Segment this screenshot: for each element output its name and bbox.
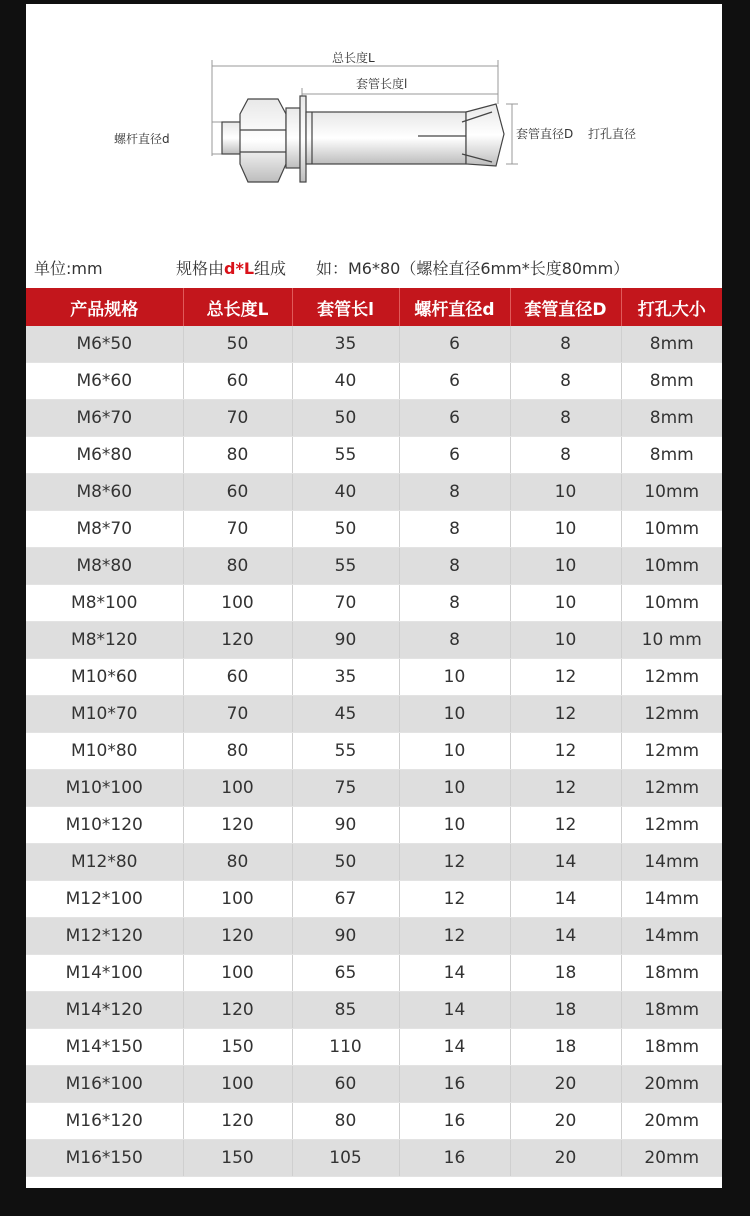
cell-bolt-diameter: 10 <box>399 733 510 770</box>
table-row <box>26 770 722 807</box>
cell-spec: M8*70 <box>26 511 183 548</box>
cell-hole-size: 8mm <box>621 437 722 474</box>
cell-sleeve-diameter: 14 <box>510 918 621 955</box>
cell-hole-size: 10mm <box>621 511 722 548</box>
cell-hole-size: 10mm <box>621 585 722 622</box>
cell-sleeve-diameter: 10 <box>510 585 621 622</box>
cell-hole-size: 8mm <box>621 363 722 400</box>
cell-sleeve-length: 50 <box>292 511 399 548</box>
anchor-bolt-diagram <box>26 4 722 250</box>
cell-total-length: 60 <box>183 659 292 696</box>
table-row <box>26 918 722 955</box>
unit-label: 单位:mm <box>34 259 103 278</box>
cell-total-length: 60 <box>183 363 292 400</box>
cell-sleeve-length: 40 <box>292 474 399 511</box>
cell-sleeve-diameter: 8 <box>510 363 621 400</box>
cell-spec: M16*100 <box>26 1066 183 1103</box>
total-length-label: 总长度L <box>332 51 375 65</box>
cell-total-length: 100 <box>183 585 292 622</box>
cell-spec: M10*100 <box>26 770 183 807</box>
cell-bolt-diameter: 14 <box>399 955 510 992</box>
cell-hole-size: 20mm <box>621 1103 722 1140</box>
cell-spec: M12*120 <box>26 918 183 955</box>
cell-bolt-diameter: 14 <box>399 992 510 1029</box>
cell-bolt-diameter: 8 <box>399 585 510 622</box>
cell-sleeve-diameter: 12 <box>510 659 621 696</box>
cell-sleeve-length: 67 <box>292 881 399 918</box>
cell-spec: M14*100 <box>26 955 183 992</box>
cell-hole-size: 8mm <box>621 326 722 363</box>
header-total-length: 总长度L <box>183 288 292 326</box>
cell-spec: M16*120 <box>26 1103 183 1140</box>
cell-bolt-diameter: 8 <box>399 474 510 511</box>
cell-hole-size: 14mm <box>621 918 722 955</box>
cell-spec: M10*70 <box>26 696 183 733</box>
cell-bolt-diameter: 16 <box>399 1103 510 1140</box>
cell-spec: M6*60 <box>26 363 183 400</box>
cell-spec: M8*80 <box>26 548 183 585</box>
cell-total-length: 100 <box>183 881 292 918</box>
cell-bolt-diameter: 6 <box>399 400 510 437</box>
cell-spec: M16*150 <box>26 1140 183 1177</box>
cell-sleeve-diameter: 12 <box>510 696 621 733</box>
cell-sleeve-diameter: 20 <box>510 1066 621 1103</box>
cell-spec: M8*120 <box>26 622 183 659</box>
cell-total-length: 60 <box>183 474 292 511</box>
table-row <box>26 1029 722 1066</box>
cell-spec: M12*80 <box>26 844 183 881</box>
table-row <box>26 955 722 992</box>
cell-hole-size: 12mm <box>621 770 722 807</box>
cell-hole-size: 10mm <box>621 474 722 511</box>
spec-format-note <box>176 252 286 286</box>
cell-bolt-diameter: 8 <box>399 548 510 585</box>
table-header-row <box>26 288 722 326</box>
cell-hole-size: 10mm <box>621 548 722 585</box>
header-bolt-diameter: 螺杆直径d <box>399 288 510 326</box>
table-row <box>26 585 722 622</box>
cell-sleeve-diameter: 18 <box>510 992 621 1029</box>
cell-bolt-diameter: 16 <box>399 1066 510 1103</box>
cell-sleeve-length: 60 <box>292 1066 399 1103</box>
cell-sleeve-diameter: 18 <box>510 955 621 992</box>
cell-sleeve-length: 110 <box>292 1029 399 1066</box>
cell-hole-size: 12mm <box>621 659 722 696</box>
cell-bolt-diameter: 16 <box>399 1140 510 1177</box>
cell-sleeve-length: 50 <box>292 844 399 881</box>
table-row <box>26 659 722 696</box>
cell-hole-size: 20mm <box>621 1140 722 1177</box>
spec-example: 如：M6*80（螺栓直径6mm*长度80mm） <box>316 259 630 278</box>
cell-sleeve-length: 40 <box>292 363 399 400</box>
cell-total-length: 100 <box>183 955 292 992</box>
table-row <box>26 363 722 400</box>
cell-bolt-diameter: 10 <box>399 696 510 733</box>
cell-hole-size: 14mm <box>621 881 722 918</box>
cell-bolt-diameter: 6 <box>399 437 510 474</box>
table-row <box>26 1066 722 1103</box>
cell-hole-size: 12mm <box>621 696 722 733</box>
cell-total-length: 70 <box>183 400 292 437</box>
cell-sleeve-diameter: 10 <box>510 622 621 659</box>
cell-sleeve-diameter: 10 <box>510 474 621 511</box>
sleeve-length-label: 套管长度l <box>356 77 408 91</box>
cell-bolt-diameter: 8 <box>399 511 510 548</box>
cell-total-length: 70 <box>183 696 292 733</box>
cell-bolt-diameter: 10 <box>399 659 510 696</box>
cell-bolt-diameter: 6 <box>399 363 510 400</box>
cell-sleeve-length: 105 <box>292 1140 399 1177</box>
cell-total-length: 120 <box>183 918 292 955</box>
spec-highlight: d*L <box>224 259 255 278</box>
cell-hole-size: 18mm <box>621 1029 722 1066</box>
table-body <box>26 326 722 1177</box>
header-hole-size: 打孔大小 <box>621 288 722 326</box>
cell-total-length: 100 <box>183 770 292 807</box>
cell-sleeve-diameter: 18 <box>510 1029 621 1066</box>
cell-spec: M12*100 <box>26 881 183 918</box>
cell-total-length: 80 <box>183 437 292 474</box>
cell-sleeve-length: 90 <box>292 807 399 844</box>
cell-bolt-diameter: 8 <box>399 622 510 659</box>
table-row <box>26 992 722 1029</box>
cell-hole-size: 14mm <box>621 844 722 881</box>
cell-bolt-diameter: 6 <box>399 326 510 363</box>
cell-sleeve-length: 55 <box>292 733 399 770</box>
cell-sleeve-diameter: 10 <box>510 548 621 585</box>
cell-hole-size: 18mm <box>621 955 722 992</box>
header-sleeve-length: 套管长l <box>292 288 399 326</box>
hole-diameter-label: 打孔直径 <box>588 127 637 141</box>
table-row <box>26 511 722 548</box>
cell-bolt-diameter: 10 <box>399 807 510 844</box>
table-row <box>26 326 722 363</box>
cell-total-length: 120 <box>183 1103 292 1140</box>
table-row <box>26 807 722 844</box>
cell-spec: M6*50 <box>26 326 183 363</box>
cell-sleeve-length: 45 <box>292 696 399 733</box>
cell-spec: M14*150 <box>26 1029 183 1066</box>
spec-prefix: 规格由 <box>176 259 225 278</box>
table-row <box>26 733 722 770</box>
spec-sheet <box>26 4 722 1188</box>
cell-sleeve-diameter: 10 <box>510 511 621 548</box>
cell-sleeve-diameter: 20 <box>510 1103 621 1140</box>
table-row <box>26 474 722 511</box>
cell-total-length: 80 <box>183 548 292 585</box>
cell-bolt-diameter: 10 <box>399 770 510 807</box>
cell-sleeve-diameter: 8 <box>510 437 621 474</box>
cell-total-length: 120 <box>183 992 292 1029</box>
cell-total-length: 120 <box>183 622 292 659</box>
table-row <box>26 696 722 733</box>
cell-total-length: 100 <box>183 1066 292 1103</box>
cell-sleeve-length: 65 <box>292 955 399 992</box>
cell-hole-size: 8mm <box>621 400 722 437</box>
table-row <box>26 437 722 474</box>
cell-spec: M14*120 <box>26 992 183 1029</box>
cell-sleeve-length: 90 <box>292 622 399 659</box>
cell-sleeve-length: 85 <box>292 992 399 1029</box>
cell-sleeve-diameter: 12 <box>510 807 621 844</box>
cell-total-length: 80 <box>183 844 292 881</box>
cell-sleeve-length: 50 <box>292 400 399 437</box>
cell-sleeve-length: 55 <box>292 548 399 585</box>
cell-sleeve-diameter: 12 <box>510 733 621 770</box>
cell-sleeve-length: 70 <box>292 585 399 622</box>
cell-hole-size: 12mm <box>621 733 722 770</box>
table-row <box>26 1103 722 1140</box>
cell-sleeve-diameter: 8 <box>510 400 621 437</box>
sleeve-diameter-label: 套管直径D <box>516 127 574 141</box>
cell-spec: M8*100 <box>26 585 183 622</box>
cell-bolt-diameter: 12 <box>399 881 510 918</box>
header-spec: 产品规格 <box>26 288 183 326</box>
cell-total-length: 150 <box>183 1029 292 1066</box>
table-row <box>26 400 722 437</box>
cell-spec: M10*60 <box>26 659 183 696</box>
cell-hole-size: 20mm <box>621 1066 722 1103</box>
cell-sleeve-diameter: 14 <box>510 881 621 918</box>
cell-total-length: 80 <box>183 733 292 770</box>
cell-bolt-diameter: 14 <box>399 1029 510 1066</box>
cell-sleeve-diameter: 12 <box>510 770 621 807</box>
cell-spec: M10*120 <box>26 807 183 844</box>
cell-total-length: 50 <box>183 326 292 363</box>
cell-hole-size: 12mm <box>621 807 722 844</box>
cell-sleeve-diameter: 20 <box>510 1140 621 1177</box>
table-row <box>26 1140 722 1177</box>
table-row <box>26 844 722 881</box>
spec-suffix: 组成 <box>254 259 287 278</box>
cell-hole-size: 10 mm <box>621 622 722 659</box>
cell-spec: M8*60 <box>26 474 183 511</box>
cell-sleeve-length: 80 <box>292 1103 399 1140</box>
unit-info-row <box>26 252 722 286</box>
header-sleeve-diameter: 套管直径D <box>510 288 621 326</box>
cell-spec: M10*80 <box>26 733 183 770</box>
cell-hole-size: 18mm <box>621 992 722 1029</box>
cell-bolt-diameter: 12 <box>399 844 510 881</box>
cell-sleeve-diameter: 8 <box>510 326 621 363</box>
cell-sleeve-length: 35 <box>292 659 399 696</box>
cell-total-length: 120 <box>183 807 292 844</box>
table-row <box>26 881 722 918</box>
bolt-diameter-label: 螺杆直径d <box>114 132 170 146</box>
cell-sleeve-length: 35 <box>292 326 399 363</box>
cell-sleeve-length: 55 <box>292 437 399 474</box>
cell-total-length: 70 <box>183 511 292 548</box>
cell-spec: M6*80 <box>26 437 183 474</box>
cell-total-length: 150 <box>183 1140 292 1177</box>
table-row <box>26 548 722 585</box>
spec-table <box>26 288 722 1177</box>
cell-sleeve-length: 75 <box>292 770 399 807</box>
cell-sleeve-diameter: 14 <box>510 844 621 881</box>
cell-sleeve-length: 90 <box>292 918 399 955</box>
cell-spec: M6*70 <box>26 400 183 437</box>
cell-bolt-diameter: 12 <box>399 918 510 955</box>
table-row <box>26 622 722 659</box>
